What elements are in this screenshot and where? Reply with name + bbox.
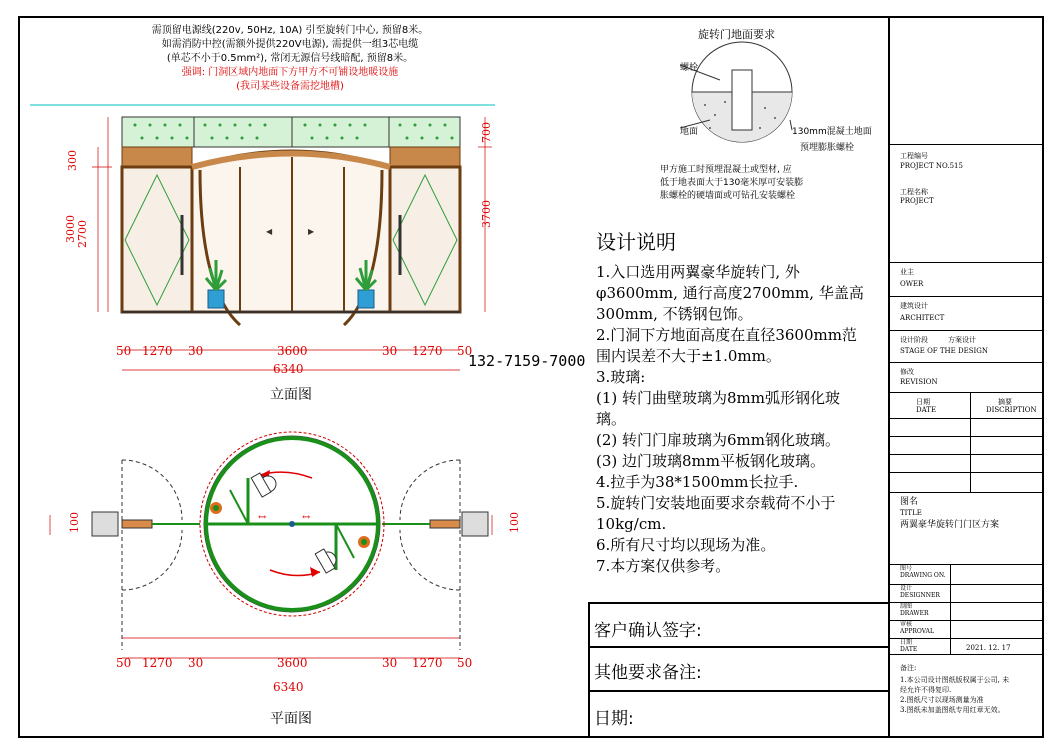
floor-notes bbox=[660, 164, 803, 203]
phone-number: 132-7159-7000 bbox=[468, 352, 586, 370]
date2-cn: 日期 bbox=[900, 639, 913, 646]
stage-cn: 设计阶段 bbox=[900, 336, 928, 344]
dim-3700: 3700 bbox=[480, 200, 493, 228]
dim-2700: 2700 bbox=[76, 220, 89, 248]
power-note-1: 需顶留电源线(220v, 50Hz, 10A) 引至旋转门中心, 预留8米。 bbox=[151, 25, 429, 36]
drawer-en: DRAWER bbox=[900, 610, 929, 617]
remarks-list bbox=[900, 675, 1040, 715]
date-label: 日期: bbox=[594, 709, 634, 729]
summary-en: DISCRIPTION bbox=[986, 406, 1037, 414]
stage-en: STAGE OF THE DESIGN bbox=[900, 347, 988, 355]
design-line-5: 围内误差不大于±1.0mm。 bbox=[596, 347, 781, 365]
dim-1270b: 1270 bbox=[412, 344, 443, 358]
revision-cn: 修改 bbox=[900, 368, 914, 376]
stage-value: 方案设计 bbox=[948, 336, 976, 344]
dim-50: 50 bbox=[116, 344, 132, 358]
date-en: DATE bbox=[916, 406, 937, 414]
dim-300: 300 bbox=[66, 150, 79, 171]
pdim-50b: 50 bbox=[457, 656, 473, 670]
power-note-3: (单芯不小于0.5mm²), 常闭无源信号线暗配, 预留8米。 bbox=[166, 53, 414, 64]
design-notes-title: 设计说明 bbox=[596, 230, 676, 254]
svg-text:◀: ◀ bbox=[266, 227, 273, 236]
warning-note-2: (我司某些设备需挖地槽) bbox=[236, 81, 344, 92]
signoff-box bbox=[588, 602, 888, 738]
designer-en: DESIGNNER bbox=[900, 592, 940, 599]
design-line-4: 2.门洞下方地面高度在直径3600mm范 bbox=[596, 326, 857, 344]
other-requirements-label: 其他要求备注: bbox=[594, 663, 702, 683]
plan-side-dim-right: 100 bbox=[508, 512, 521, 533]
elev-left-dims bbox=[64, 150, 89, 270]
elev-total-dim: 6340 bbox=[273, 362, 304, 376]
plan-side-dim-left: 100 bbox=[68, 512, 81, 533]
pdim-30: 30 bbox=[188, 656, 204, 670]
warning-note-1: 强调: 门洞区域内地面下方甲方不可铺设地暖设施 bbox=[181, 67, 399, 78]
design-notes-body bbox=[596, 262, 884, 577]
floor-note-3: 胀螺栓的硬墙面或可钻孔安装螺栓 bbox=[660, 191, 796, 201]
floor-bolt-label: 螺栓 bbox=[680, 63, 699, 73]
pdim-1270b: 1270 bbox=[412, 656, 443, 670]
canopy bbox=[122, 117, 460, 147]
dim-30: 30 bbox=[188, 344, 204, 358]
design-line-12: 5.旋转门安装地面要求奈载荷不小于 bbox=[596, 494, 836, 512]
elevation-caption: 立面图 bbox=[270, 387, 312, 403]
dim-3000: 3000 bbox=[64, 215, 77, 243]
plan-caption: 平面图 bbox=[270, 711, 312, 727]
right-transom bbox=[390, 147, 460, 167]
date2-en: DATE bbox=[900, 646, 918, 653]
architect-en: ARCHITECT bbox=[900, 314, 945, 322]
project-no-cn: 工程编号 bbox=[900, 152, 928, 160]
plan-bottom-dims bbox=[112, 656, 472, 672]
project-en: PROJECT bbox=[900, 197, 934, 205]
drawer-cn: 制图 bbox=[900, 603, 913, 610]
svg-text:↔: ↔ bbox=[258, 512, 267, 523]
design-line-2: φ3600mm, 通行高度2700mm, 华盖高 bbox=[596, 284, 864, 302]
pdim-50: 50 bbox=[116, 656, 132, 670]
designer-cn: 设计 bbox=[900, 585, 913, 592]
date-value: 2021. 12. 17 bbox=[966, 644, 1011, 652]
remarks-title: 备注: bbox=[900, 664, 917, 672]
design-line-8: 璃。 bbox=[596, 410, 627, 428]
power-notes bbox=[150, 24, 430, 94]
design-line-15: 7.本方案仅供参考。 bbox=[596, 557, 731, 575]
dim-30b: 30 bbox=[382, 344, 398, 358]
drawing-no-cn: 图号 bbox=[900, 565, 913, 572]
design-line-7: (1) 转门曲壁玻璃为8mm弧形钢化玻 bbox=[596, 389, 841, 407]
project-cn: 工程名称 bbox=[900, 188, 928, 196]
design-line-1: 1.入口选用两翼豪华旋转门, 外 bbox=[596, 263, 800, 281]
power-note-2: 如需消防中控(需额外提供220V电源), 需提供一组3芯电缆 bbox=[161, 39, 419, 50]
owner-cn: 业主 bbox=[900, 268, 914, 276]
approval-cn: 审核 bbox=[900, 621, 913, 628]
revision-en: REVISION bbox=[900, 378, 938, 386]
summary-cn: 摘要 bbox=[998, 398, 1012, 406]
elev-bottom-dims bbox=[112, 344, 472, 360]
floor-embedded-label: 预埋膨胀螺栓 bbox=[800, 143, 855, 153]
owner-en: OWER bbox=[900, 280, 924, 288]
project-no: PROJECT NO.515 bbox=[900, 162, 963, 170]
design-line-13: 10kg/cm. bbox=[596, 515, 667, 533]
plan-drawing bbox=[30, 420, 500, 660]
left-transom bbox=[122, 147, 192, 167]
right-wall-post bbox=[462, 512, 488, 536]
design-line-11: 4.拉手为38*1500mm长拉手. bbox=[596, 473, 799, 491]
plan-plant-left-icon bbox=[210, 502, 222, 514]
floor-ground-label: 地面 bbox=[680, 127, 699, 137]
floor-detail-title: 旋转门地面要求 bbox=[698, 28, 775, 41]
remark-3: 2.图纸尺寸以现场测量为准 bbox=[900, 696, 984, 704]
pdim-3600: 3600 bbox=[277, 656, 308, 670]
plan-total-dim: 6340 bbox=[273, 680, 304, 694]
title-value: 两翼豪华旋转门门区方案 bbox=[900, 520, 1000, 530]
dim-3600: 3600 bbox=[277, 344, 308, 358]
svg-text:↔: ↔ bbox=[302, 512, 311, 523]
floor-note-2: 低于地表面大于130毫米厚可安装膨 bbox=[660, 178, 804, 188]
remark-4: 3.图纸未加盖图纸专用红章无效。 bbox=[900, 706, 1005, 714]
pdim-30b: 30 bbox=[382, 656, 398, 670]
approval-en: APPROVAL bbox=[900, 628, 934, 635]
title-en: TITLE bbox=[900, 509, 922, 517]
dim-50b: 50 bbox=[457, 344, 473, 358]
title-block bbox=[888, 16, 1044, 738]
remark-2: 经允许不得复印. bbox=[900, 686, 952, 694]
floor-concrete-label: 130mm混凝土地面 bbox=[792, 127, 872, 137]
design-line-6: 3.玻璃: bbox=[596, 368, 646, 386]
design-line-14: 6.所有尺寸均以现场为准。 bbox=[596, 536, 776, 554]
plan-plant-right-icon bbox=[358, 536, 370, 548]
left-wall-post bbox=[92, 512, 118, 536]
architect-cn: 建筑设计 bbox=[900, 302, 928, 310]
svg-text:▶: ▶ bbox=[308, 227, 315, 236]
customer-confirm-label: 客户确认签字: bbox=[594, 621, 702, 641]
design-line-3: 300mm, 不锈钢包饰。 bbox=[596, 305, 753, 323]
title-cn: 图名 bbox=[900, 497, 919, 507]
drawing-no-en: DRAWING ON. bbox=[900, 572, 946, 579]
floor-note-1: 甲方施工时预埋混凝土或型材, 应 bbox=[660, 165, 792, 175]
date-cn: 日期 bbox=[916, 398, 930, 406]
design-line-9: (2) 转门门扉玻璃为6mm钢化玻璃。 bbox=[596, 431, 841, 449]
remark-1: 1.本公司设计图纸版权属于公司, 未 bbox=[900, 676, 1010, 684]
dim-1270: 1270 bbox=[142, 344, 173, 358]
dim-700: 700 bbox=[480, 122, 493, 143]
design-line-10: (3) 边门玻璃8mm平板钢化玻璃。 bbox=[596, 452, 826, 470]
pdim-1270: 1270 bbox=[142, 656, 173, 670]
